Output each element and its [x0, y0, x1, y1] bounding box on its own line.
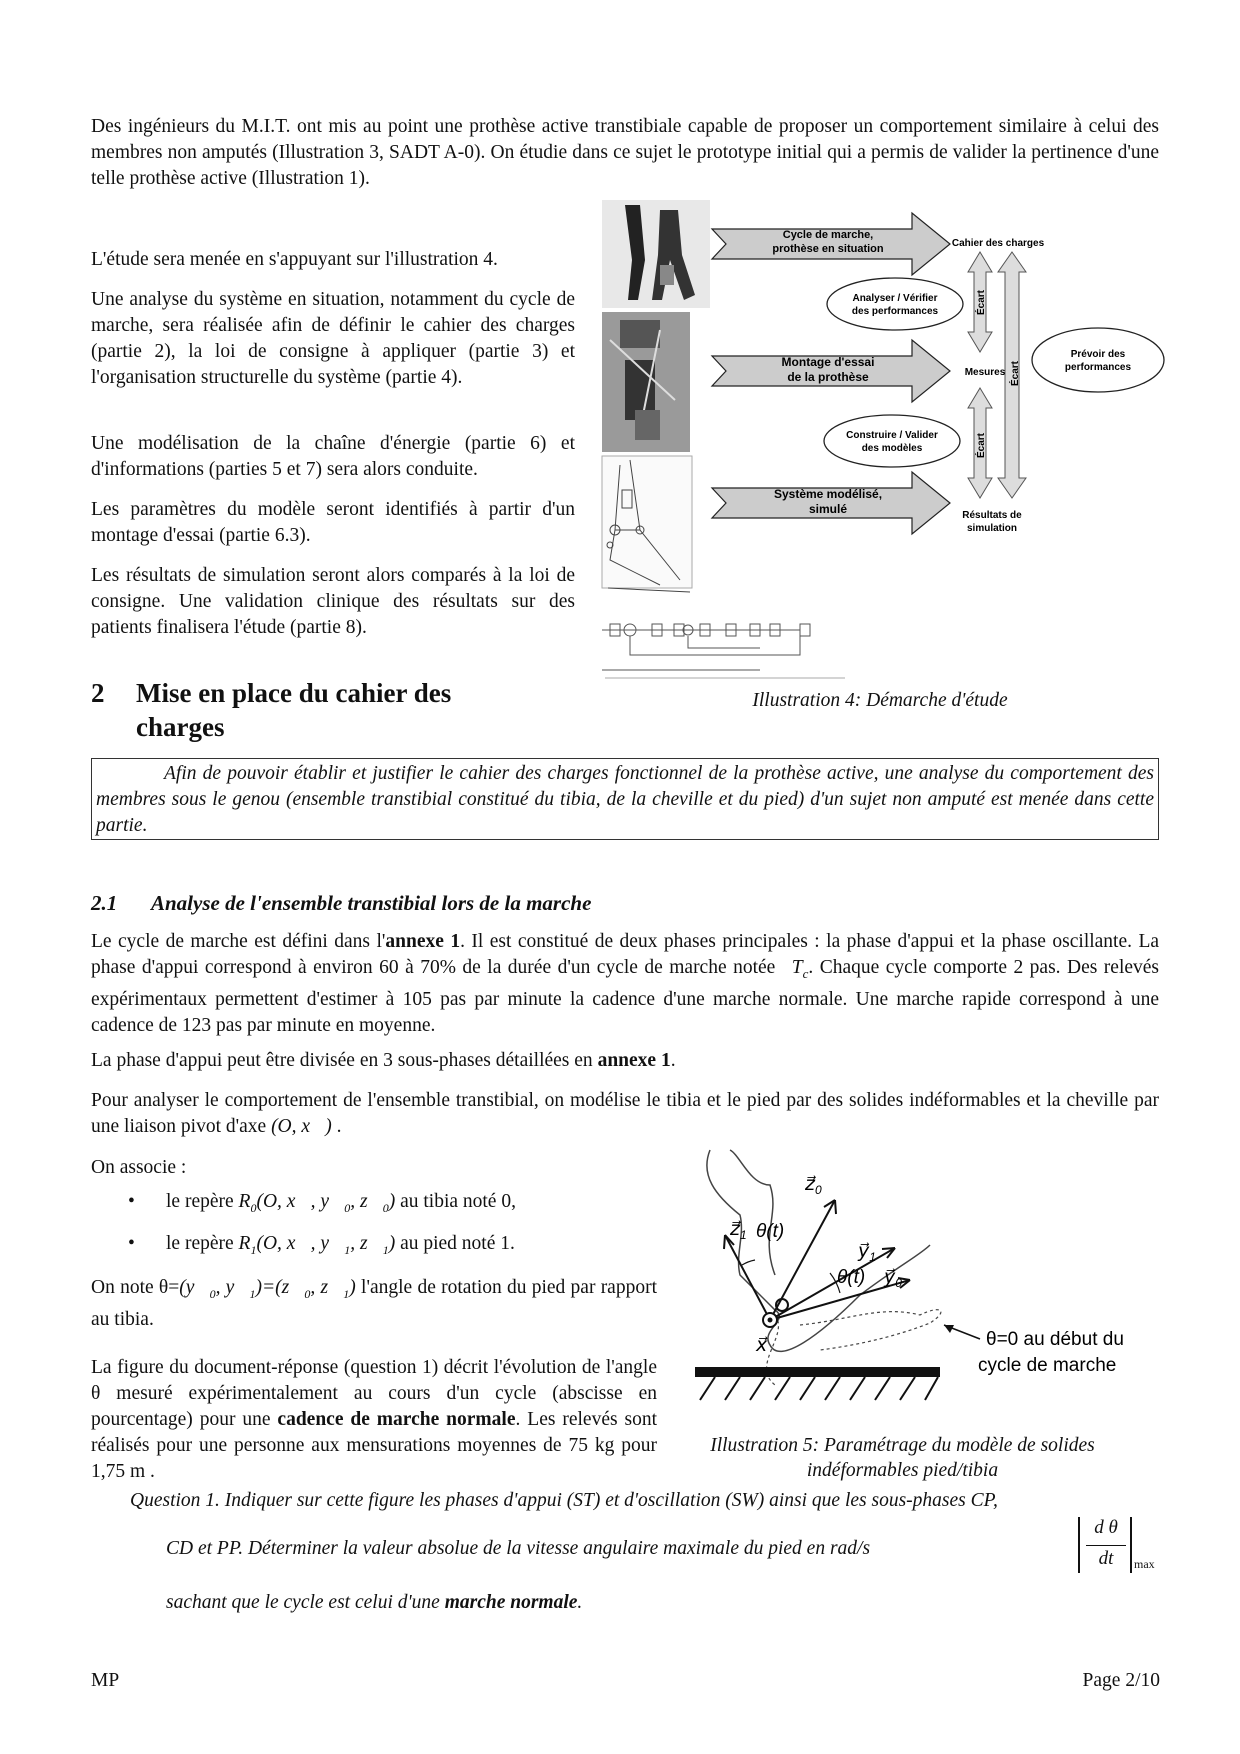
question-1-line-3 [166, 1592, 582, 1614]
ellipse-prevoir-label-2: performances [1064, 362, 1132, 373]
axis-o-x: (O, x⃗) [271, 1116, 332, 1137]
section-2-1-heading [91, 891, 591, 916]
cycle-text-a: Le cycle de marche est défini dans l' [91, 931, 386, 952]
ecart-label-top: Écart [976, 289, 987, 315]
tibia-shape [707, 1150, 930, 1351]
bullet-r0: • le repère $R_0(O$, x⃗, $y⃗_0$, $z⃗_0$) au tibia noté 0, [128, 1191, 516, 1215]
resultats-label-2: simulation [966, 523, 1018, 534]
annexe-1-ref-2: annexe 1 [597, 1050, 671, 1071]
section-2-intro-box [91, 758, 1159, 840]
sous-phases-text-a: La phase d'appui peut être divisée en 3 sous-phases détaillées en [91, 1050, 598, 1071]
cahier-des-charges-label: Cahier des charges [951, 238, 1045, 249]
y0-label: $y⃗_0$ [884, 1267, 902, 1290]
illustration-4-diagram [600, 200, 1200, 690]
tc-symbol: $T_c$ [791, 957, 809, 981]
illustration-5-caption [680, 1433, 1125, 1483]
arrow-cycle-de-marche [712, 213, 950, 275]
theta-formula: ($y⃗_0$, $y⃗_1)=(z⃗_0$, $z⃗_1$) [179, 1277, 356, 1301]
ellipse-analyser [827, 278, 963, 330]
x-label: x⃗ [756, 1335, 768, 1356]
figure-desc-c: . Les relevés sont réalisés pour une personne aux mensurations moyennes de 75 kg pour 1,75 m . [91, 1409, 657, 1482]
arrow-montage-essai [712, 340, 950, 402]
ellipse-analyser-label-2: des performances [851, 306, 939, 317]
cycle-paragraph [91, 929, 1159, 1039]
question-1-marche-normale: marche normale [444, 1592, 578, 1613]
sous-phases-text-c: . [670, 1050, 676, 1071]
y1-label: $y⃗_1$ [858, 1241, 876, 1264]
study-paragraph-4: Les paramètres du modèle seront identifiés à partir d'un montage d'essai (partie 6.3). [91, 499, 575, 546]
intro-paragraph: Des ingénieurs du M.I.T. ont mis au point une prothèse active transtibiale capable de proposer un comportement similaire à celui des membres non amputés (Illustration 3, SADT A-0). On étudie dans ce sujet le prototype initial qui a permis de valider la pertinence d'une telle prothèse active (Illustration 1). [91, 116, 1159, 189]
bullet-r1: • le repère $R_1(O$, x⃗, $y⃗_1$, $z⃗_1$) au pied noté 1. [128, 1233, 515, 1257]
arrow-cycle-label-2: prothèse en situation [772, 243, 884, 255]
ellipse-prevoir [1032, 328, 1164, 392]
ellipse-construire [824, 415, 960, 467]
ellipse-analyser-label-1: Analyser / Vérifier [852, 293, 938, 304]
study-paragraph-5: Les résultats de simulation seront alors comparés à la loi de consigne. Une validation clinique des résultats sur des patients finalisera l'étude (partie 8). [91, 565, 575, 638]
figure-desc-a: La figure du document-réponse (question 1) décrit l'évolution de l'angle θ mesuré expérimentalement au cours d'un cycle (abscisse en pourcentage) pour une [91, 1357, 657, 1430]
study-paragraph-1: L'étude sera menée en s'appuyant sur l'illustration 4. [91, 249, 498, 270]
arrow-systeme-label-2: simulé [808, 502, 848, 516]
cycle-text-c: . Il est constitué de deux phases principales : la phase d'appui et la phase oscillante. La phase d'appui correspond à environ 60 à 70% de la durée d'un cycle de marche notée [91, 931, 1160, 978]
footer-left: MP [91, 1670, 120, 1691]
ecart-label-long: Écart [1010, 360, 1021, 386]
illustration-5-caption-2: indéformables pied/tibia [806, 1460, 999, 1481]
ellipse-construire-label-2: des modèles [861, 443, 923, 454]
illustration-4-caption: Illustration 4: Démarche d'étude [752, 690, 1008, 711]
dtheta-dt-formula: d θ dt max [1078, 1515, 1158, 1577]
bullet-r1-pre: le repère [166, 1233, 234, 1254]
illustration-5-figure [680, 1145, 1125, 1405]
section-2-heading [91, 676, 571, 746]
section-2-title: Mise en place du cahier des charges [136, 678, 452, 742]
theta-def-a: On note θ= [91, 1277, 180, 1298]
cycle-text-d: . Chaque cycle comporte 2 pas. Des relevés expérimentaux permettent d'estimer à 105 pas par minute la cadence d'une marche normale. Une marche rapide correspond à une cadence de 123 pas par minute en moyenne. [91, 957, 1160, 1036]
on-associe: On associe : [91, 1157, 187, 1178]
theta-label-2: θ(t) [837, 1267, 866, 1288]
study-paragraph-2: Une analyse du système en situation, notamment du cycle de marche, sera réalisée afin de définir le cahier des charges (partie 2), la loi de consigne à appliquer (partie 3) et l'organisation structurelle du système (partie 4). [91, 289, 575, 388]
resultats-label-1: Résultats de [962, 510, 1022, 521]
bullet-r0-post: au tibia noté 0, [400, 1191, 516, 1212]
r0-formula: $R_0(O$, x⃗, $y⃗_0$, $z⃗_0$) [238, 1191, 396, 1215]
arrow-systeme-modelise [712, 472, 950, 534]
z1-label: $z⃗_1$ [730, 1219, 747, 1242]
modelisation-text: Pour analyser le comportement de l'ensemble transtibial, on modélise le tibia et le pied par des solides indéformables et la cheville par une liaison pivot d'axe [91, 1090, 1159, 1137]
walking-photo [602, 200, 710, 308]
section-2-intro-text: Afin de pouvoir établir et justifier le cahier des charges fonctionnel de la prothèse active, une analyse du comportement des membres sous le genou (ensemble transtibial constitué du tibia, de la cheville et du pied) d'un sujet non amputé est menée dans cette partie. [96, 763, 1154, 836]
ecart-arrow-middle [968, 388, 992, 498]
study-paragraph-3: Une modélisation de la chaîne d'énergie (partie 6) et d'informations (parties 5 et 7) sera alors conduite. [91, 433, 575, 480]
bullet-r0-pre: le repère [166, 1191, 234, 1212]
annexe-1-ref: annexe 1 [385, 931, 461, 952]
z0-label: $z⃗_0$ [805, 1174, 822, 1197]
theta-definition [91, 1275, 657, 1333]
arrow-montage-label-2: de la prothèse [787, 370, 869, 384]
section-2-number: 2 [91, 678, 105, 708]
question-1-line-1: Question 1. Indiquer sur cette figure les phases d'appui (ST) et d'oscillation (SW) ainsi que les sous-phases CP, [130, 1490, 998, 1511]
ecart-label-middle: Écart [976, 432, 987, 458]
sous-phases-paragraph [91, 1048, 1159, 1074]
ellipse-construire-label-1: Construire / Valider [846, 430, 938, 441]
section-2-1-number: 2.1 [91, 891, 118, 915]
ecart-arrow-top [968, 252, 992, 352]
bullet-r1-post: au pied noté 1. [400, 1233, 515, 1254]
arrow-cycle-label-1: Cycle de marche, [782, 229, 874, 241]
arrow-systeme-label-1: Système modélisé, [773, 487, 883, 501]
modelisation-paragraph: Pour analyser le comportement de l'ensemble transtibial, on modélise le tibia et le pied par des solides indéformables et la cheville par une liaison pivot d'axe (O, x⃗) . [91, 1090, 1159, 1137]
arrow-montage-label-1: Montage d'essai [781, 355, 875, 369]
ground [695, 1367, 940, 1400]
illustration-5-caption-1: Illustration 5: Paramétrage du modèle de solides [710, 1435, 1095, 1456]
question-1-line-3c: . [577, 1592, 583, 1613]
annotation-line-2: cycle de marche [978, 1355, 1117, 1376]
kinematic-sketch [602, 456, 692, 592]
footer-page-number: Page 2/10 [1082, 1670, 1160, 1691]
block-diagram [602, 624, 810, 670]
annotation-arrow [944, 1325, 980, 1339]
figure-description-paragraph [91, 1355, 657, 1485]
kinematic-vectors [724, 1200, 910, 1320]
r1-formula: $R_1(O$, x⃗, $y⃗_1$, $z⃗_1$) [238, 1233, 396, 1257]
ellipse-prevoir-label-1: Prévoir des [1070, 349, 1126, 360]
theta-label-1: θ(t) [756, 1221, 785, 1242]
test-bench-photo [602, 312, 690, 452]
question-1-line-2: CD et PP. Déterminer la valeur absolue de la vitesse angulaire maximale du pied en rad/s [166, 1538, 871, 1559]
section-2-1-title: Analyse de l'ensemble transtibial lors de la marche [151, 891, 592, 915]
cadence-normale: cadence de marche normale [277, 1409, 516, 1430]
annotation-line-1: θ=0 au début du [986, 1329, 1124, 1350]
theta-def-b: l'angle de rotation du pied par rapport au tibia. [91, 1277, 658, 1330]
question-1-line-3a: sachant que le cycle est celui d'une [166, 1592, 445, 1613]
mesures-label: Mesures [964, 367, 1006, 378]
